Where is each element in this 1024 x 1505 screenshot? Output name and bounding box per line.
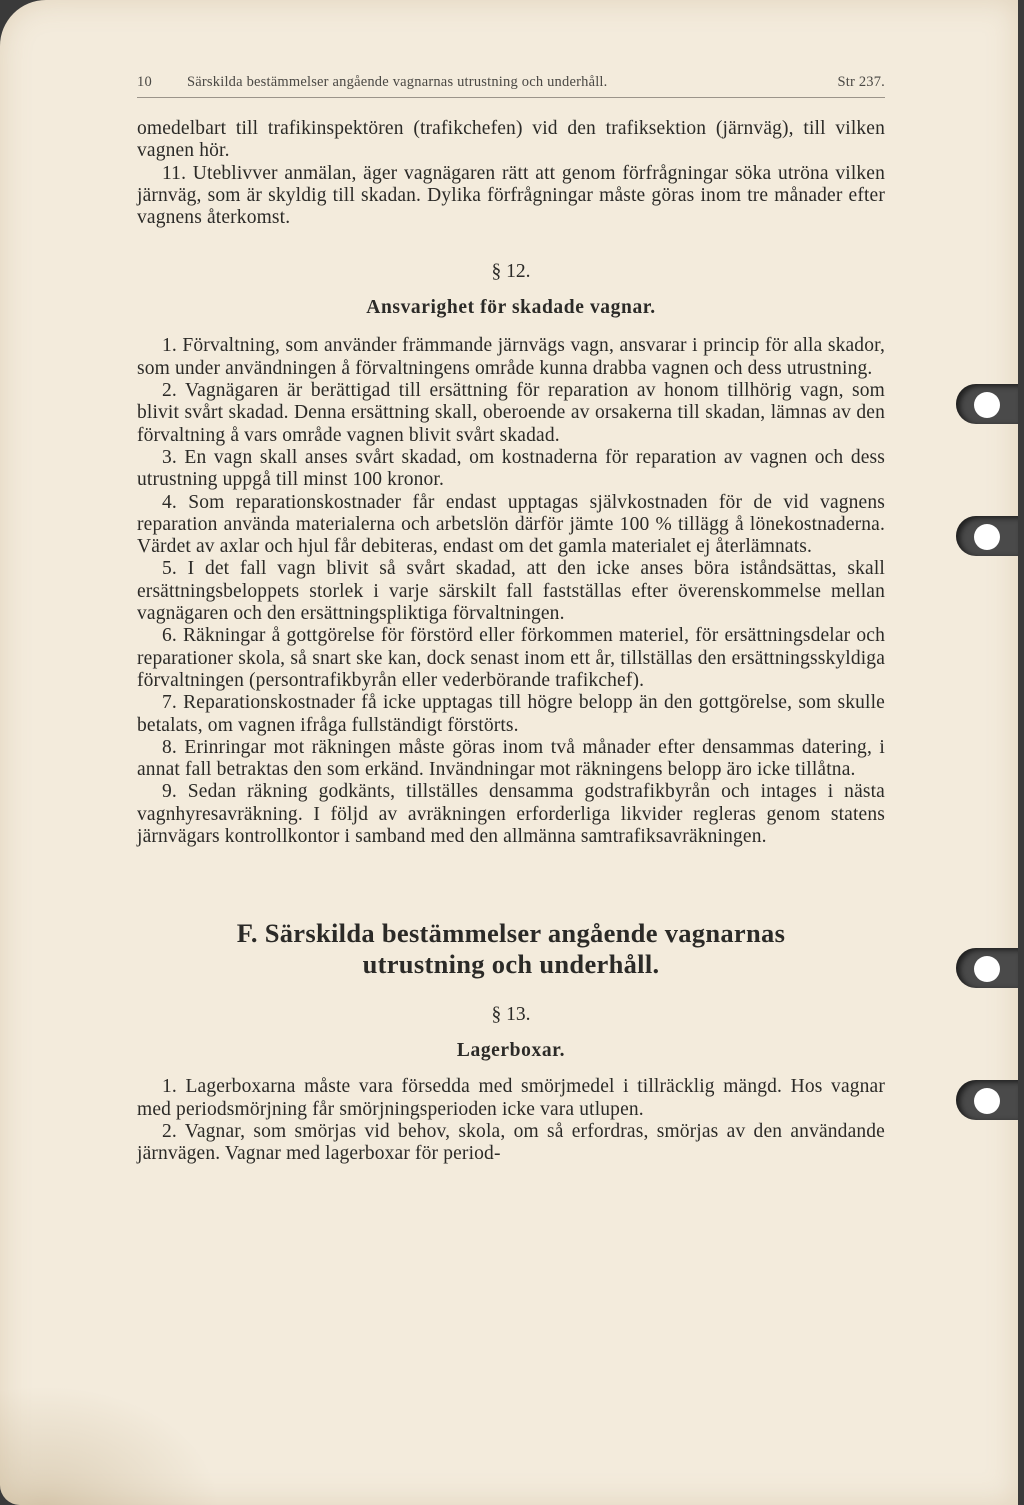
running-head (137, 74, 885, 98)
chapter-heading-line: F. Särskilda bestämmelser angående vagnarnas (236, 918, 786, 949)
paragraph-continued: omedelbart till trafikinspektören (trafikchefen) vid den trafiksektion (järnväg), till vilken vagnen hör. (137, 118, 885, 162)
article-number: Str 237. (837, 74, 885, 90)
section-sign-12: § 12. (491, 261, 531, 283)
section-12-item: 5. I det fall vagn blivit så svårt skadad, att den icke anses böra iståndsättas, skall ersättningsbeloppets storlek i varje särskilt fall fastställas efter överenskommelse mellan vagnägaren och den ersättningspliktiga förvaltningen. (137, 558, 885, 625)
punch-hole (956, 384, 1018, 424)
section-12-item: 8. Erinringar mot räkningen måste göras inom två månader efter densammas datering, i annat fall betraktas den som erkänd. Invändningar mot räkningens belopp äro icke tillåtna. (137, 736, 885, 781)
chapter-heading (137, 918, 885, 980)
section-12-item: 3. En vagn skall anses svårt skadad, om kostnaderna för reparation av vagnen och dess utrustning uppgå till minst 100 kronor. (137, 446, 885, 491)
section-sign-13: § 13. (491, 1004, 531, 1026)
page-stain (0, 1385, 220, 1505)
page-number: 10 (137, 74, 152, 90)
section-12-item: 9. Sedan räkning godkänts, tillställes densamma godstrafikbyrån och intages i nästa vagnhyresavräkning. I följd av avräkningen erforderliga likvider regleras genom statens järnvägars kontrollkontor i samband med den allmänna samtrafiksavräkningen. (137, 781, 885, 848)
section-12-item: 6. Räkningar å gottgörelse för förstörd eller förkommen materiel, för ersättningsdelar och reparationer skola, så snart ske kan, dock senast inom ett år, tillställas den ersättningsskyldiga förvaltningen (persontrafikbyrån eller vederbörande trafikchef). (137, 625, 885, 691)
page-content (137, 74, 885, 1166)
paragraph-item-11: 11. Uteblivver anmälan, äger vagnägaren rätt att genom förfrågningar söka utröna vilken järnväg, som är skyldig till skadan. Dylika förfrågningar måste göras inom tre månader efter vagnens återkomst. (137, 162, 885, 229)
running-head-text: Särskilda bestämmelser angående vagnarnas utrustning och underhåll. (187, 74, 608, 90)
punch-hole (956, 1080, 1018, 1120)
section-12-item: 1. Förvaltning, som använder främmande järnvägs vagn, ansvarar i princip för alla skador, som under användningen å förvaltningens område kunna drabba vagnen och dess utrustning. (137, 335, 885, 379)
punch-hole (956, 948, 1018, 988)
punch-hole (956, 516, 1018, 556)
section-13-item: 2. Vagnar, som smörjas vid behov, skola, om så erfordras, smörjas av den användande järnvägen. Vagnar med lagerboxar för period- (137, 1120, 885, 1165)
section-12-item: 4. Som reparationskostnader får endast upptagas självkostnaden för de vid vagnens reparation använda materialerna och arbetslön därför jämte 100 % tillägg å lönekostnaderna. Värdet av axlar och hjul får debiteras, endast om det gamla materialet ej återlämnats. (137, 491, 885, 558)
section-13-item: 1. Lagerboxarna måste vara försedda med smörjmedel i tillräcklig mängd. Hos vagnar med periodsmörjning får smörjningsperioden icke vara utlupen. (137, 1076, 885, 1120)
chapter-heading-line: utrustning och underhåll. (362, 949, 660, 980)
section-12-item: 2. Vagnägaren är berättigad till ersättning för reparation av honom tillhörig vagn, som blivit svårt skadad. Denna ersättning skall, oberoende av orsakerna till skadan, lämnas av den förvaltning å vars område vagnen blivit svårt skadad. (137, 380, 885, 446)
section-title-13: Lagerboxar. (456, 1040, 566, 1062)
section-title-12: Ansvarighet för skadade vagnar. (366, 297, 656, 319)
section-12-item: 7. Reparationskostnader få icke upptagas till högre belopp än den gottgörelse, som skulle betalats, om vagnen ifråga fullständigt förstörts. (137, 692, 885, 736)
